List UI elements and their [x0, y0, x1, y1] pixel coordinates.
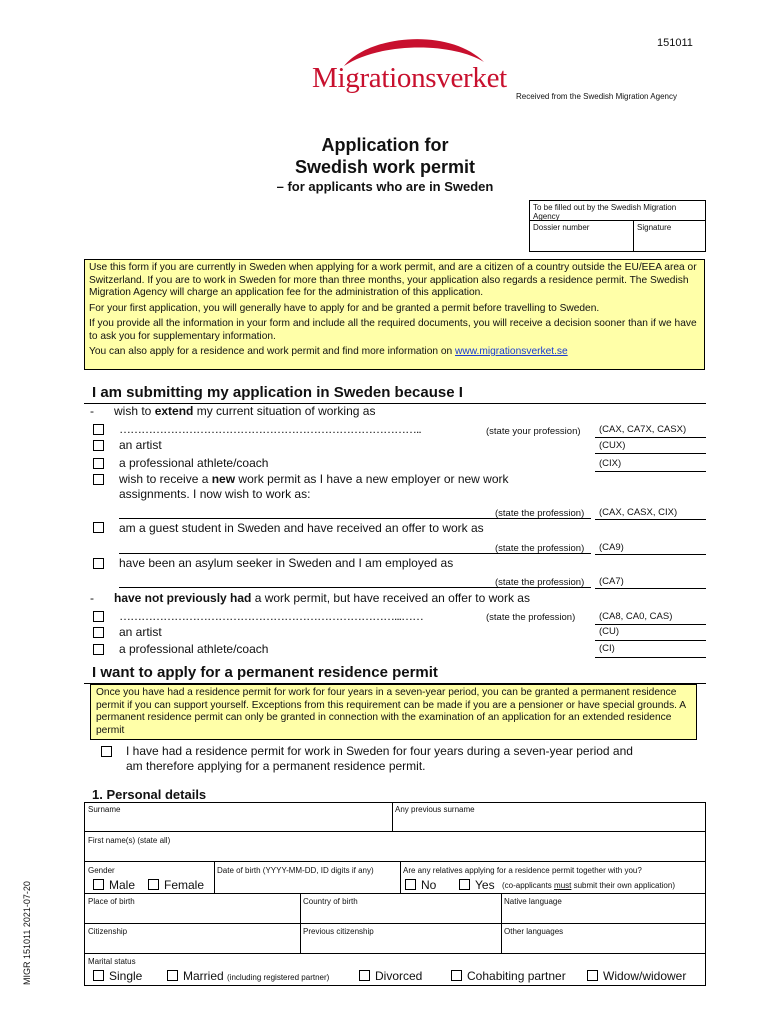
- checkbox-widow[interactable]: [587, 970, 598, 981]
- code-rule: [595, 640, 706, 641]
- checkbox-new-permit[interactable]: [93, 474, 104, 485]
- code-label: (CAX, CASX, CIX): [599, 507, 678, 518]
- new-permit-label: wish to receive a new work permit as I have a new employer or new work: [119, 472, 509, 486]
- info-link-text: You can also apply for a residence and work permit and find more information on: [89, 346, 456, 357]
- code-label: (CA9): [599, 542, 624, 553]
- code-rule: [595, 624, 706, 625]
- state-the-profession-hint: (state the profession): [495, 543, 585, 554]
- checkbox-male[interactable]: [93, 879, 104, 890]
- grid-row-line: [85, 923, 705, 924]
- code-label: (CIX): [599, 458, 622, 469]
- date-of-birth-label: Date of birth (YYYY-MM-DD, ID digits if any): [217, 866, 374, 875]
- state-the-profession-hint: (state the profession): [495, 508, 585, 519]
- code-rule: [595, 519, 706, 520]
- code-label: (CU): [599, 626, 620, 637]
- code-label: (CA7): [599, 576, 624, 587]
- place-of-birth-label: Place of birth: [88, 897, 135, 906]
- section-heading-apply: I am submitting my application in Sweden because I: [92, 384, 463, 401]
- citizenship-label: Citizenship: [88, 927, 128, 936]
- migrationsverket-logo: [312, 32, 507, 96]
- country-of-birth-label: Country of birth: [303, 897, 358, 906]
- surname-label: Surname: [88, 805, 121, 814]
- guest-student-label: am a guest student in Sweden and have received an offer to work as: [119, 521, 484, 535]
- permanent-checkbox-label: I have had a residence permit for work in Sweden for four years during a seven-year period and: [126, 744, 633, 758]
- previous-surname-label: Any previous surname: [395, 805, 475, 814]
- checkbox-no[interactable]: [405, 879, 416, 890]
- checkbox-asylum-seeker[interactable]: [93, 558, 104, 569]
- checkbox-extend-athlete[interactable]: [93, 458, 104, 469]
- code-rule: [595, 471, 706, 472]
- code-rule: [595, 437, 706, 438]
- state-your-profession-hint: (state your profession): [486, 426, 581, 437]
- dash: -: [90, 591, 94, 605]
- gender-label: Gender: [88, 866, 115, 875]
- native-language-label: Native language: [504, 897, 562, 906]
- co-applicants-note: (co-applicants must submit their own application): [502, 881, 675, 890]
- checkbox-extend-artist[interactable]: [93, 440, 104, 451]
- no-label: No: [421, 878, 437, 892]
- permanent-checkbox-label-line2: am therefore applying for a permanent residence permit.: [126, 759, 426, 773]
- signature-label: Signature: [633, 221, 674, 252]
- checkbox-permanent[interactable]: [101, 746, 112, 757]
- agency-use-box: [529, 200, 706, 252]
- code-rule: [595, 453, 706, 454]
- checkbox-single[interactable]: [93, 970, 104, 981]
- checkbox-yes[interactable]: [459, 879, 470, 890]
- logo-text: Migrationsverket: [312, 62, 507, 94]
- code-rule: [595, 588, 706, 589]
- personal-details-grid: [84, 802, 706, 986]
- code-label: (CI): [599, 643, 615, 654]
- extend-option-label: wish to extend my current situation of working as: [114, 404, 376, 418]
- info-box: [84, 259, 705, 370]
- code-label: (CAX, CA7X, CASX): [599, 424, 687, 435]
- grid-col-line: [392, 803, 393, 831]
- agency-box-header: To be filled out by the Swedish Migration Agency: [530, 201, 705, 221]
- female-label: Female: [164, 878, 205, 892]
- checkbox-female[interactable]: [148, 879, 159, 890]
- grid-col-line: [400, 861, 401, 893]
- grid-row-line: [85, 893, 705, 894]
- grid-row-line: [85, 953, 705, 954]
- form-version-side-text: MIGR 151011 2021-07-20: [22, 881, 32, 985]
- code-rule: [595, 554, 706, 555]
- website-link[interactable]: www.migrationsverket.se: [455, 346, 568, 357]
- state-the-profession-hint: (state the profession): [495, 577, 585, 588]
- marital-status-label: Marital status: [88, 957, 136, 966]
- single-label: Single: [109, 969, 143, 983]
- checkbox-offer-artist[interactable]: [93, 627, 104, 638]
- code-label: (CUX): [599, 440, 626, 451]
- new-permit-label-line2: assignments. I now wish to work as:: [119, 487, 311, 501]
- checkbox-divorced[interactable]: [359, 970, 370, 981]
- grid-col-line: [214, 861, 215, 893]
- grid-col-line: [501, 893, 502, 953]
- profession-dotted-field[interactable]: …………………………………………………………………...……: [119, 609, 424, 623]
- info-paragraph: For your first application, you will generally have to apply for and be granted a permit before travelling to Sweden.: [89, 302, 600, 314]
- athlete-label: a professional athlete/coach: [119, 456, 269, 470]
- first-names-label: First name(s) (state all): [88, 836, 171, 845]
- info-paragraph: If you provide all the information in your form and include all the required documents, you will receive a decision sooner than if we have to ask you for supplementary information.: [89, 318, 697, 342]
- info-paragraph: [89, 346, 700, 359]
- artist-label: an artist: [119, 438, 162, 452]
- info-paragraph: Use this form if you are currently in Sweden when applying for a work permit, and are a citizen of a country outside the EU/EEA area or Switzerland. If you are to work in Sweden for more than three months, your application also regards a residence permit. The Swedish Migration Agency will charge an application fee for the administration of this application.: [89, 262, 697, 298]
- grid-col-line: [300, 893, 301, 953]
- checkbox-offer-athlete[interactable]: [93, 644, 104, 655]
- permanent-info-box: Once you have had a residence permit for work for four years in a seven-year period, you can be granted a permanent residence permit if you can support yourself. Exceptions from this requirement can be made if you are a pensioner or have special grounds. A permanent residence permit can only be granted in connection with the examination of an application for an extended residence permit: [90, 684, 697, 740]
- cohabiting-label: Cohabiting partner: [467, 969, 566, 983]
- not-previously-label: have not previously had a work permit, but have received an offer to work as: [114, 591, 530, 605]
- profession-dotted-field[interactable]: ………………………………………………………………………..: [119, 422, 421, 436]
- state-the-profession-hint: (state the profession): [486, 612, 576, 623]
- code-rule: [595, 657, 706, 658]
- section-heading-personal: 1. Personal details: [92, 787, 207, 802]
- athlete-label: a professional athlete/coach: [119, 642, 269, 656]
- grid-row-line: [85, 831, 705, 832]
- form-number: 151011: [657, 37, 693, 49]
- married-label: Married (including registered partner): [183, 969, 330, 983]
- section-heading-permanent: I want to apply for a permanent residence permit: [92, 664, 438, 681]
- previous-citizenship-label: Previous citizenship: [303, 927, 374, 936]
- checkbox-married[interactable]: [167, 970, 178, 981]
- other-languages-label: Other languages: [504, 927, 564, 936]
- checkbox-extend-profession[interactable]: [93, 424, 104, 435]
- checkbox-guest-student[interactable]: [93, 522, 104, 533]
- checkbox-offer-profession[interactable]: [93, 611, 104, 622]
- male-label: Male: [109, 878, 136, 892]
- widow-label: Widow/widower: [603, 969, 687, 983]
- asylum-seeker-label: have been an asylum seeker in Sweden and I am employed as: [119, 556, 454, 570]
- yes-label: Yes: [475, 878, 495, 892]
- dash: -: [90, 404, 94, 418]
- grid-row-line: [85, 861, 705, 862]
- received-text: Received from the Swedish Migration Agency: [516, 92, 677, 101]
- code-label: (CA8, CA0, CAS): [599, 611, 673, 622]
- title-subtitle: – for applicants who are in Sweden: [276, 179, 494, 194]
- relatives-label: Are any relatives applying for a residence permit together with you?: [403, 866, 642, 875]
- artist-label: an artist: [119, 625, 162, 639]
- divorced-label: Divorced: [375, 969, 423, 983]
- title-line-2: Swedish work permit: [294, 157, 476, 177]
- dossier-number-label: Dossier number: [533, 223, 590, 232]
- title-line-1: Application for: [321, 135, 449, 155]
- checkbox-cohabiting[interactable]: [451, 970, 462, 981]
